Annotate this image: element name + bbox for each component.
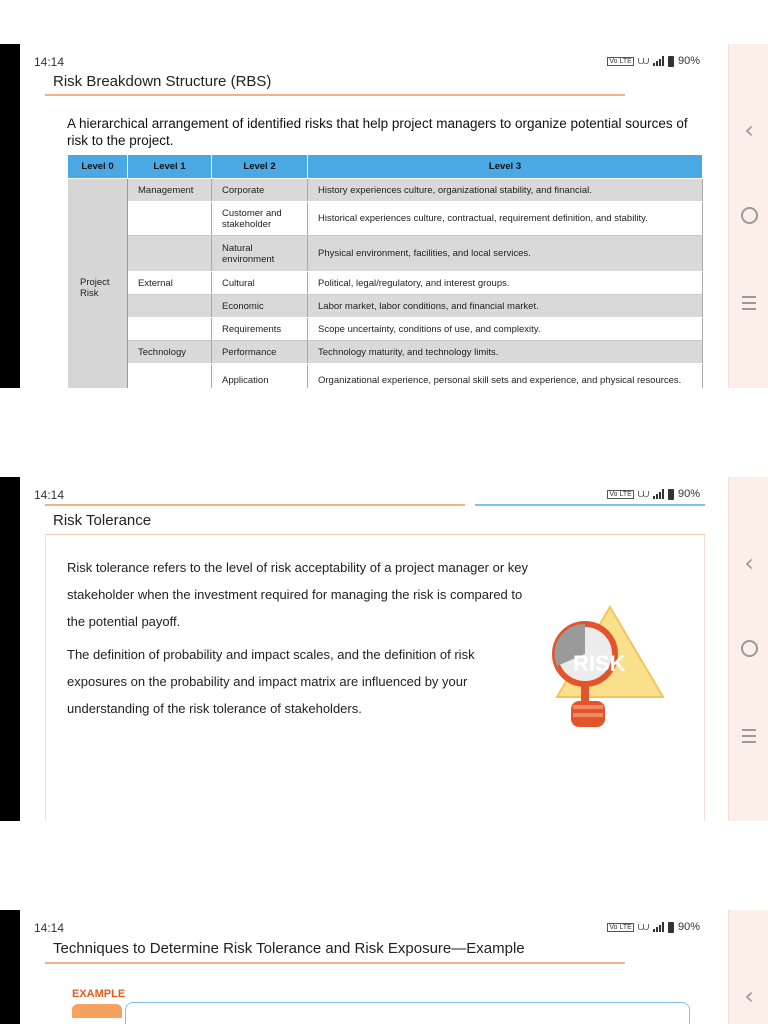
screenshot-rbs <box>0 44 768 388</box>
progress-rule-blue <box>475 504 705 506</box>
volte-icon: Vo LTE <box>609 57 632 65</box>
level3-cell: Historical experiences culture, contractual, requirement definition, and stability. <box>308 202 703 236</box>
intro-text: A hierarchical arrangement of identified risks that help project managers to organize potential sources of risk to the project. <box>67 116 688 148</box>
status-icons <box>607 54 700 68</box>
nav-panel <box>728 910 768 1024</box>
level1-cell <box>128 202 212 236</box>
table-header-row <box>68 155 703 179</box>
screenshot-risk-tolerance <box>0 477 768 821</box>
level1-cell <box>128 364 212 389</box>
status-icons <box>607 487 700 501</box>
table-row <box>68 179 703 202</box>
status-bar <box>20 481 728 503</box>
example-box <box>125 1002 690 1024</box>
signal-icon <box>653 489 664 499</box>
content-border-left <box>45 535 46 821</box>
nav-panel <box>728 477 768 821</box>
screenshot-techniques <box>0 910 768 1024</box>
volte-icon: Vo LTE <box>609 490 632 498</box>
table-row <box>68 341 703 364</box>
wifi-icon: ⩊ <box>637 920 649 933</box>
level3-cell: Labor market, labor conditions, and financial market. <box>308 295 703 318</box>
table-row <box>68 295 703 318</box>
battery-percent: 90% <box>677 488 700 500</box>
table-row <box>68 364 703 389</box>
header-level2: Level 2 <box>212 155 308 179</box>
risk-illustration-text: RISK <box>573 651 626 676</box>
level3-cell: Political, legal/regulatory, and interest groups. <box>308 272 703 295</box>
content-border-right <box>704 535 705 821</box>
example-label: EXAMPLE <box>72 988 126 1000</box>
status-time: 14:14 <box>34 55 65 69</box>
level3-cell: Technology maturity, and technology limits. <box>308 341 703 364</box>
slide-title: Techniques to Determine Risk Tolerance and Risk Exposure—Example <box>53 940 525 957</box>
level3-cell: Organizational experience, personal skill sets and experience, and physical resources. <box>308 364 703 389</box>
table-row <box>68 202 703 236</box>
header-level0: Level 0 <box>68 155 128 179</box>
level2-cell: Corporate <box>212 179 308 202</box>
circle-home-icon[interactable] <box>729 207 768 224</box>
level2-cell: Economic <box>212 295 308 318</box>
wifi-icon: ⩊ <box>637 54 649 67</box>
level1-cell <box>128 318 212 341</box>
level1-cell: Management <box>128 179 212 202</box>
level2-cell: Performance <box>212 341 308 364</box>
risk-tolerance-paragraph-1: Risk tolerance refers to the level of risk acceptability of a project manager or key stakeholder when the investment required for managing the risk is compared to the potential payoff. <box>67 560 528 629</box>
slide-content <box>20 44 728 388</box>
left-edge-bar <box>0 44 20 388</box>
title-underline <box>45 94 625 96</box>
chevron-left-icon[interactable]: ‹ <box>744 549 754 577</box>
battery-percent: 90% <box>677 55 700 67</box>
status-bar <box>20 48 728 70</box>
title-underline <box>45 962 625 964</box>
battery-icon <box>668 922 674 933</box>
battery-percent: 90% <box>677 921 700 933</box>
level2-cell: Requirements <box>212 318 308 341</box>
header-level1: Level 1 <box>128 155 212 179</box>
menu-lines-icon[interactable] <box>729 296 768 314</box>
level2-cell: Natural environment <box>212 236 308 272</box>
progress-rule-orange <box>45 504 465 506</box>
nav-panel <box>728 44 768 388</box>
table-row <box>68 272 703 295</box>
table-row <box>68 236 703 272</box>
level2-cell: Application <box>212 364 308 389</box>
rbs-table <box>67 154 703 388</box>
risk-tolerance-paragraph-2: The definition of probability and impact scales, and the definition of risk exposures on the probability and impact matrix are influenced by your understanding of the risk tolerance of stakeholders. <box>67 647 475 716</box>
status-bar <box>20 914 728 936</box>
left-edge-bar <box>0 910 20 1024</box>
level3-cell: History experiences culture, organizational stability, and financial. <box>308 179 703 202</box>
signal-icon <box>653 922 664 932</box>
chevron-left-icon[interactable]: ‹ <box>744 116 754 144</box>
left-edge-bar <box>0 477 20 821</box>
volte-icon: Vo LTE <box>609 923 632 931</box>
level2-cell: Customer and stakeholder <box>212 202 308 236</box>
battery-icon <box>668 489 674 500</box>
status-time: 14:14 <box>34 921 65 935</box>
chevron-left-icon[interactable]: ‹ <box>744 982 754 1010</box>
pointing-hand-icon <box>72 1004 122 1018</box>
slide-title: Risk Breakdown Structure (RBS) <box>53 73 272 90</box>
status-time: 14:14 <box>34 488 65 502</box>
menu-lines-icon[interactable] <box>729 729 768 747</box>
signal-icon <box>653 56 664 66</box>
slide-content <box>20 910 728 1024</box>
risk-magnifier-illustration <box>545 599 665 749</box>
level1-cell <box>128 295 212 318</box>
header-level3: Level 3 <box>308 155 703 179</box>
level0-cell: Project Risk <box>68 179 128 389</box>
battery-icon <box>668 56 674 67</box>
slide-title: Risk Tolerance <box>53 512 152 529</box>
circle-home-icon[interactable] <box>729 640 768 657</box>
table-row <box>68 318 703 341</box>
slide-content <box>20 477 728 821</box>
level2-cell: Cultural <box>212 272 308 295</box>
level1-cell: Technology <box>128 341 212 364</box>
level1-cell: External <box>128 272 212 295</box>
level1-cell <box>128 236 212 272</box>
status-icons <box>607 920 700 934</box>
title-underline <box>45 534 705 535</box>
wifi-icon: ⩊ <box>637 487 649 500</box>
level3-cell: Physical environment, facilities, and local services. <box>308 236 703 272</box>
level3-cell: Scope uncertainty, conditions of use, and complexity. <box>308 318 703 341</box>
